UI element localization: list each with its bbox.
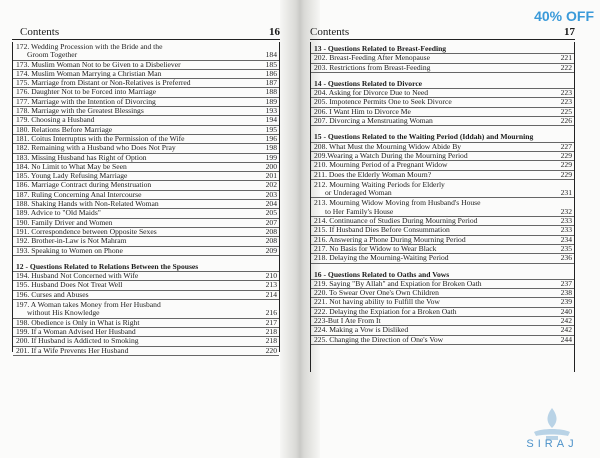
- toc-entry-title: 217. No Basis for Widow to Wear Black: [314, 243, 437, 253]
- toc-entry-title: 201. If a Wife Prevents Her Husband: [16, 345, 129, 355]
- discount-badge: 40% OFF: [534, 8, 594, 24]
- toc-entry-title: 194. Husband Not Concerned with Wife: [16, 271, 139, 281]
- toc-entry-title: 205. Impotence Permits One to Seek Divorce: [314, 97, 452, 107]
- right-toc: [310, 42, 575, 372]
- toc-entry-title: 188. Shaking Hands with Non-Related Woman: [16, 199, 159, 209]
- section-heading: 16 - Questions Related to Oaths and Vows: [311, 268, 574, 280]
- toc-entry-page: 216: [265, 308, 277, 318]
- toc-entry-title: 177. Marriage with the Intention of Divorcing: [16, 96, 156, 106]
- toc-entry-title: 189. Advice to "Old Maids": [16, 208, 101, 218]
- toc-entry: [311, 117, 574, 126]
- toc-entry-page: 244: [560, 334, 572, 344]
- toc-entry-title: 197. A Woman takes Money from Her Husband: [16, 300, 161, 310]
- toc-entry-page: 200: [265, 161, 277, 171]
- toc-entry-title: 195. Husband Does Not Treat Well: [16, 280, 123, 290]
- toc-entry-page: 201: [265, 171, 277, 181]
- toc-entry-page: 229: [560, 169, 572, 179]
- toc-entry: [311, 64, 574, 73]
- toc-entry-page: 204: [265, 199, 277, 209]
- toc-entry-page: 184: [265, 50, 277, 60]
- toc-entry-page: 205: [265, 208, 277, 218]
- left-toc-list-2: [13, 272, 279, 356]
- toc-entry-title: 223-But I Ate From It: [314, 316, 381, 326]
- toc-entry-page: 239: [560, 297, 572, 307]
- toc-entry: [311, 336, 574, 345]
- right-page-header: [310, 26, 575, 40]
- toc-entry-page: 226: [560, 116, 572, 126]
- toc-entry-page: 186: [265, 68, 277, 78]
- toc-entry-title: 206. I Want Him to Divorce Me: [314, 106, 411, 116]
- toc-entry-title: or Underaged Woman: [325, 188, 392, 198]
- toc-entry-page: 185: [265, 59, 277, 69]
- toc-entry: [311, 189, 574, 198]
- toc-entry-title: 216. Answering a Phone During Mourning Period: [314, 234, 466, 244]
- toc-entry-title: 204. Asking for Divorce Due to Need: [314, 88, 429, 98]
- toc-entry-title: 187. Ruling Concerning Anal Intercourse: [16, 189, 142, 199]
- toc-entry-title: 218. Delaying the Mourning-Waiting Period: [314, 253, 449, 263]
- toc-entry-page: 238: [560, 288, 572, 298]
- toc-entry-page: 187: [265, 78, 277, 88]
- toc-entry-page: 237: [560, 278, 572, 288]
- section-heading: 12 - Questions Related to Relations Between the Spouses: [13, 260, 279, 272]
- toc-entry-title: 208. What Must the Mourning Widow Abide By: [314, 141, 462, 151]
- toc-entry-title: 200. If Husband is Addicted to Smoking: [16, 336, 139, 346]
- left-page: [12, 0, 280, 458]
- toc-entry-page: 218: [265, 336, 277, 346]
- toc-entry-page: 229: [560, 160, 572, 170]
- left-page-title: Contents: [20, 26, 60, 38]
- toc-entry-page: 223: [560, 97, 572, 107]
- toc-entry-page: 188: [265, 87, 277, 97]
- section-heading: 14 - Questions Related to Divorce: [311, 77, 574, 89]
- right-page-number: 17: [564, 26, 575, 38]
- toc-entry-title: 178. Marriage with the Greatest Blessings: [16, 106, 144, 116]
- toc-entry-title: 207. Divorcing a Menstruating Woman: [314, 116, 433, 126]
- toc-entry-title: 211. Does the Elderly Woman Mourn?: [314, 169, 432, 179]
- toc-entry-title: 199. If a Woman Advised Her Husband: [16, 326, 136, 336]
- toc-entry-page: 203: [265, 189, 277, 199]
- toc-entry-page: 221: [560, 53, 572, 63]
- toc-entry-page: 196: [265, 133, 277, 143]
- toc-entry-page: 213: [265, 280, 277, 290]
- toc-entry-page: 233: [560, 216, 572, 226]
- toc-entry-title: 221. Not having ability to Fulfill the Vow: [314, 297, 440, 307]
- left-toc-list: [13, 42, 279, 256]
- left-page-header: [12, 26, 280, 40]
- toc-entry-page: 217: [265, 317, 277, 327]
- toc-entry-page: 222: [560, 62, 572, 72]
- toc-entry-title: without His Knowledge: [27, 308, 100, 318]
- toc-entry-title: 225. Changing the Direction of One's Vow: [314, 334, 444, 344]
- toc-entry-title: 186. Marriage Contract during Menstruation: [16, 180, 152, 190]
- toc-entry-title: 198. Obedience is Only in What is Right: [16, 317, 140, 327]
- toc-entry-page: 207: [265, 217, 277, 227]
- section-heading: 15 - Questions Related to the Waiting Period (Iddah) and Mourning: [311, 130, 574, 142]
- toc-entry-page: 210: [265, 271, 277, 281]
- toc-entry-title: 192. Brother-in-Law is Not Mahram: [16, 236, 127, 246]
- toc-entry-page: 220: [265, 345, 277, 355]
- toc-entry-title: 181. Coitus Interruptus with the Permission of the Wife: [16, 133, 185, 143]
- toc-entry-page: 231: [560, 188, 572, 198]
- siraj-logo-text: SIRAJ: [526, 438, 578, 450]
- toc-entry-title: 219. Saying "By Allah" and Expiation for Broken Oath: [314, 278, 482, 288]
- left-toc: [12, 42, 280, 355]
- toc-entry-page: 189: [265, 96, 277, 106]
- toc-entry-page: 199: [265, 152, 277, 162]
- left-page-number: 16: [269, 26, 280, 38]
- toc-entry-page: 218: [265, 326, 277, 336]
- toc-entry-page: 240: [560, 306, 572, 316]
- toc-entry-title: 175. Marriage from Distant or Non-Relatives is Preferred: [16, 78, 191, 88]
- toc-entry: [13, 247, 279, 256]
- toc-entry: [311, 171, 574, 180]
- toc-entry-title: 203. Restrictions from Breast-Feeding: [314, 62, 431, 72]
- toc-entry-title: 196. Curses and Abuses: [16, 289, 89, 299]
- toc-entry-page: 242: [560, 325, 572, 335]
- toc-entry-title: 172. Wedding Procession with the Bride and the: [16, 42, 163, 51]
- toc-entry-page: 227: [560, 141, 572, 151]
- toc-entry-page: 208: [265, 226, 277, 236]
- toc-entry-page: 202: [265, 180, 277, 190]
- toc-entry-page: 236: [560, 253, 572, 263]
- toc-entry-title: 209.Wearing a Watch During the Mourning Period: [314, 150, 468, 160]
- toc-entry: [13, 291, 279, 300]
- section-heading: 13 - Questions Related to Breast-Feeding: [311, 42, 574, 54]
- toc-entry-page: 232: [560, 206, 572, 216]
- toc-entry-title: 220. To Swear Over One's Own Children: [314, 288, 439, 298]
- toc-entry-title: 215. If Husband Dies Before Consummation: [314, 225, 450, 235]
- toc-entry-page: 209: [265, 245, 277, 255]
- toc-entry-title: 224. Making a Vow is Disliked: [314, 325, 409, 335]
- toc-entry-title: 180. Relations Before Marriage: [16, 124, 113, 134]
- toc-entry-page: 194: [265, 115, 277, 125]
- toc-entry-title: 183. Missing Husband has Right of Option: [16, 152, 147, 162]
- toc-entry: [311, 254, 574, 263]
- toc-entry-title: 174. Muslim Woman Marrying a Christian Man: [16, 68, 162, 78]
- toc-entry-title: 202. Breast-Feeding After Menopause: [314, 53, 430, 63]
- toc-entry-title: 179. Choosing a Husband: [16, 115, 95, 125]
- toc-entry-page: 198: [265, 143, 277, 153]
- toc-entry-title: 193. Speaking to Women on Phone: [16, 245, 123, 255]
- toc-entry-page: 225: [560, 106, 572, 116]
- toc-entry-title: 222. Delaying the Expiation for a Broken Oath: [314, 306, 457, 316]
- toc-entry-page: 234: [560, 234, 572, 244]
- toc-entry-title: to Her Family's House: [325, 206, 394, 216]
- toc-entry-page: 235: [560, 243, 572, 253]
- toc-entry-title: Groom Together: [27, 50, 78, 60]
- right-page: [310, 0, 575, 458]
- toc-entry-page: 208: [265, 236, 277, 246]
- toc-entry-title: 191. Correspondence between Opposite Sexes: [16, 226, 157, 236]
- toc-entry-page: 223: [560, 88, 572, 98]
- toc-entry-title: 185. Young Lady Refusing Marriage: [16, 171, 128, 181]
- toc-entry-title: 213. Mourning Widow Moving from Husband's House: [314, 198, 481, 208]
- toc-entry-page: 193: [265, 106, 277, 116]
- toc-entry-title: 210. Mourning Period of a Pregnant Widow: [314, 160, 448, 170]
- toc-entry-title: 190. Family Driver and Women: [16, 217, 113, 227]
- toc-entry-page: 233: [560, 225, 572, 235]
- toc-entry-title: 212. Mourning Waiting Periods for Elderly: [314, 179, 445, 189]
- toc-entry-page: 214: [265, 289, 277, 299]
- toc-entry-page: 195: [265, 124, 277, 134]
- toc-entry-title: 182. Remaining with a Husband who Does Not Pray: [16, 143, 176, 153]
- right-page-title: Contents: [310, 26, 350, 38]
- toc-entry-title: 173. Muslim Woman Not to be Given to a Disbeliever: [16, 59, 181, 69]
- toc-entry-page: 242: [560, 316, 572, 326]
- toc-entry-title: 176. Daughter Not to be Forced into Marriage: [16, 87, 157, 97]
- toc-entry-title: 214. Continuance of Studies During Mourning Period: [314, 216, 478, 226]
- toc-entry-title: 184. No Limit to What May be Seen: [16, 161, 127, 171]
- toc-entry: [13, 347, 279, 356]
- toc-entry-page: 229: [560, 150, 572, 160]
